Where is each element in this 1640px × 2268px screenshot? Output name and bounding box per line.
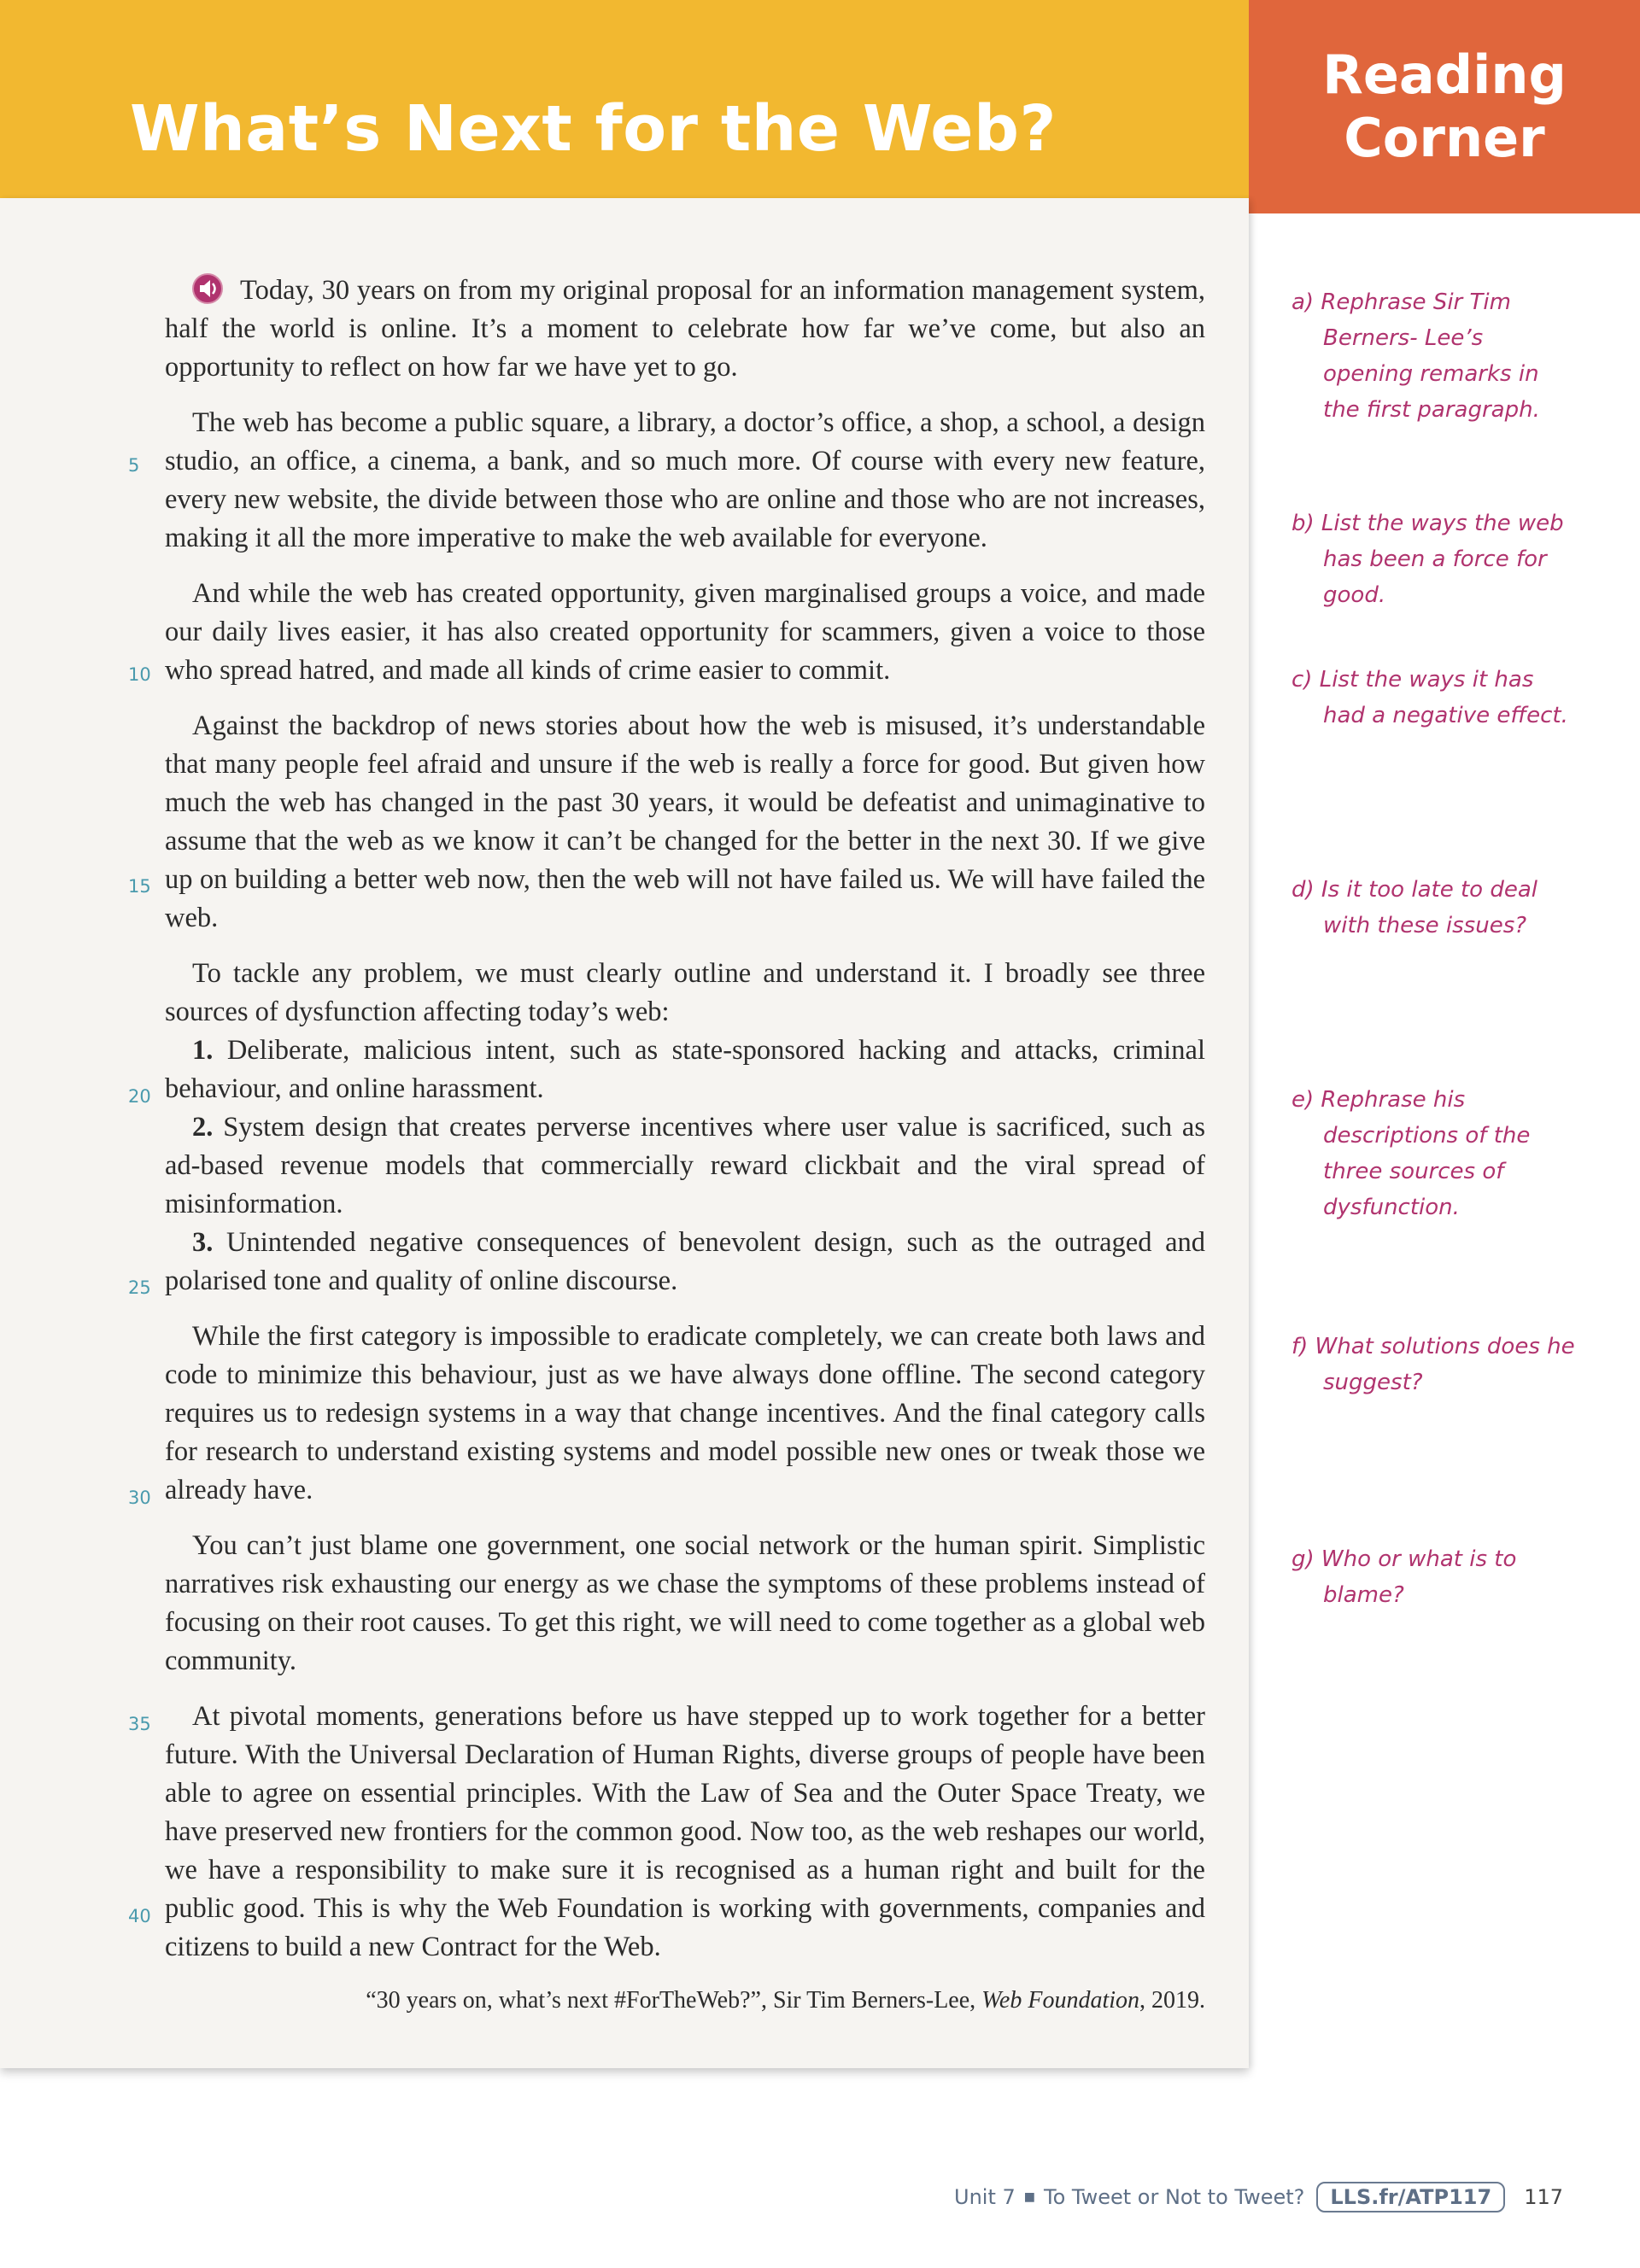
- line-number: 25: [128, 1277, 151, 1298]
- article-paragraph: [165, 272, 1205, 387]
- question-g: g) Who or what is to blame?: [1292, 1546, 1517, 1608]
- reading-corner-badge: [1249, 0, 1640, 213]
- question-e: e) Rephrase his descriptions of the three sources of dysfunction.: [1292, 1087, 1531, 1220]
- speaker-icon[interactable]: [192, 273, 233, 304]
- article-paragraph: Against the backdrop of news stories about how the web is misused, it’s understandable that many people feel afraid and unsure if the web is really a force for good. But given how much the web has changed in the past 30 years, it would be defeatist and unimaginative to assume that the web as we know it can’t be changed for the better in the next 30. If we give up on building a better web now, then the web will not have failed us. We will have failed the web.: [165, 710, 1205, 933]
- line-number: 20: [128, 1086, 151, 1107]
- footer-separator: ■: [1023, 2190, 1036, 2204]
- reading-corner-label: Reading Corner: [1322, 44, 1567, 169]
- citation-year: , 2019.: [1139, 1987, 1205, 2014]
- citation: [165, 1984, 1205, 2018]
- list-item-text: Unintended negative consequences of benevolent design, such as the outraged and polarised tone and quality of online discourse.: [165, 1227, 1206, 1296]
- article-paragraph: The web has become a public square, a library, a doctor’s office, a shop, a school, a design studio, an office, a cinema, a bank, and so much more. Of course with every new feature, every new website, the divide between those who are online and those who are not increases, making it all the more imperative to make the web available for everyone.: [165, 407, 1205, 553]
- list-item-number: 3.: [192, 1227, 214, 1258]
- footer-chapter: To Tweet or Not to Tweet?: [1044, 2185, 1305, 2209]
- article-paragraph: You can’t just blame one government, one social network or the human spirit. Simplistic narratives risk exhausting our energy as we chase the symptoms of these problems instead of focusing on their root causes. To get this right, we will need to come together as a global web community.: [165, 1530, 1205, 1676]
- list-item: [165, 1224, 1205, 1301]
- line-number: 5: [128, 455, 140, 476]
- list-item: [165, 1032, 1205, 1108]
- page-title: What’s Next for the Web?: [130, 92, 1057, 166]
- list-item-text: System design that creates perverse incentives where user value is sacrificed, such as ad-based revenue models that commercially reward clickbait and the viral spread of misinformation.: [165, 1112, 1206, 1219]
- question-c: c) List the ways it has had a negative effect.: [1292, 667, 1568, 728]
- line-number: 15: [128, 876, 151, 897]
- citation-source: Web Foundation: [981, 1987, 1139, 2014]
- line-number: 40: [128, 1906, 151, 1926]
- footer-unit: Unit 7: [954, 2185, 1016, 2209]
- article-paragraph: And while the web has created opportunity, given marginalised groups a voice, and made our daily lives easier, it has also created opportunity for scammers, given a voice to those who spread hatred, and made all kinds of crime easier to commit.: [165, 578, 1205, 686]
- question-b: b) List the ways the web has been a force for good.: [1292, 511, 1564, 608]
- question-d: d) Is it too late to deal with these issues?: [1292, 877, 1538, 938]
- page-footer: [954, 2180, 1563, 2214]
- article-paragraph: At pivotal moments, generations before us have stepped up to work together for a better future. With the Universal Declaration of Human Rights, diverse groups of people have been able to agree on essential principles. With the Law of Sea and the Outer Space Treaty, we have preserved new frontiers for the common good. Now too, as the web reshapes our world, we have a responsibility to make sure it is recognised as a human right and built for the public good. This is why the Web Foundation is working with governments, companies and citizens to build a new Contract for the Web.: [165, 1701, 1205, 1962]
- article-body: [165, 272, 1205, 2035]
- line-number: 35: [128, 1714, 151, 1734]
- footer-link[interactable]: LLS.fr/ATP117: [1316, 2182, 1505, 2212]
- line-number: 10: [128, 664, 151, 685]
- paragraph-text: Today, 30 years on from my original proposal for an information management system, half the world is online. It’s a moment to celebrate how far we’ve come, but also an opportunity to reflect on how far we have yet to go.: [165, 275, 1205, 383]
- question-f: f) What solutions does he suggest?: [1292, 1334, 1575, 1395]
- article-paragraph: To tackle any problem, we must clearly outline and understand it. I broadly see three sources of dysfunction affecting today’s web:: [165, 958, 1205, 1027]
- line-number: 30: [128, 1488, 151, 1508]
- list-item-number: 1.: [192, 1035, 214, 1066]
- citation-text: “30 years on, what’s next #ForTheWeb?”, Sir Tim Berners-Lee,: [366, 1987, 976, 2014]
- list-item-text: Deliberate, malicious intent, such as state-sponsored hacking and attacks, criminal behaviour, and online harassment.: [165, 1035, 1206, 1104]
- question-a: a) Rephrase Sir Tim Berners- Lee’s opening remarks in the first paragraph.: [1292, 289, 1540, 423]
- page-number: 117: [1524, 2185, 1563, 2209]
- list-item-number: 2.: [192, 1112, 214, 1143]
- article-paragraph: While the first category is impossible to eradicate completely, we can create both laws and code to minimize this behaviour, just as we have always done offline. The second category requires us to redesign systems in a way that change incentives. And the final category calls for research to understand existing systems and model possible new ones or tweak those we already have.: [165, 1321, 1205, 1505]
- list-item: [165, 1108, 1205, 1224]
